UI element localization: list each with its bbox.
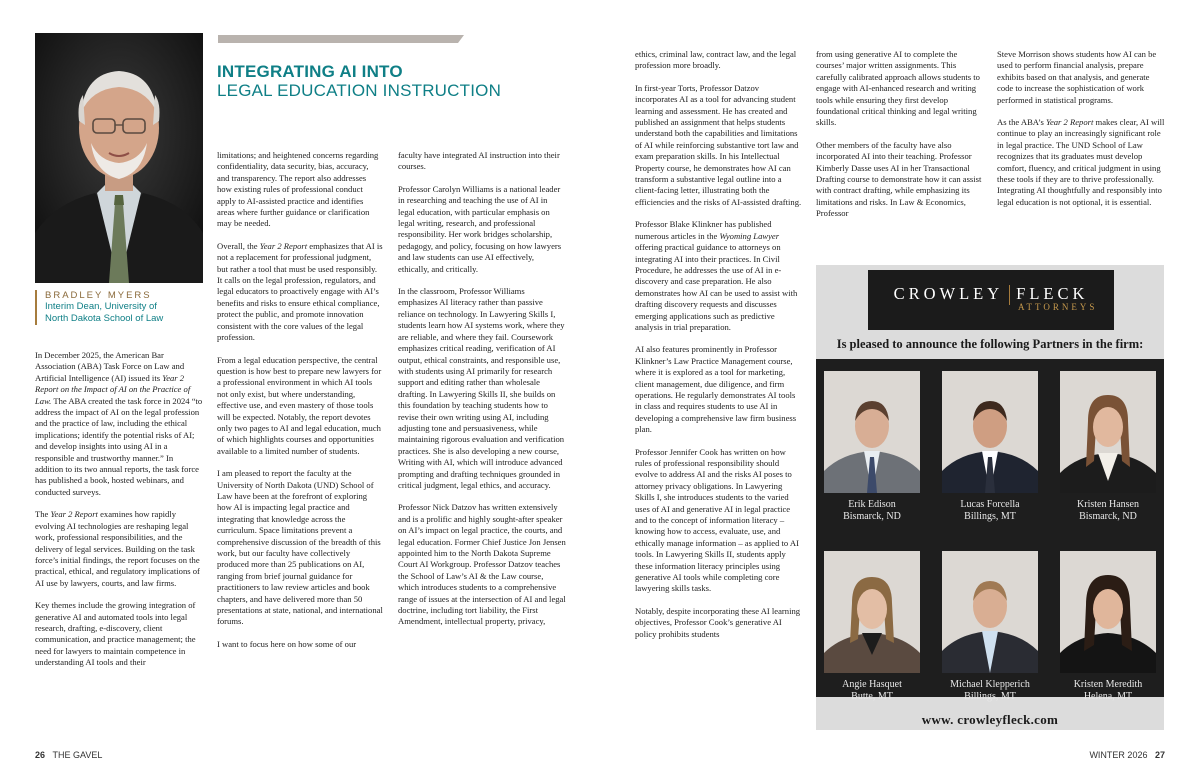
firm-subtitle: ATTORNEYS (1018, 302, 1098, 313)
partner-card (824, 371, 920, 523)
partner-card (942, 371, 1038, 523)
partner-photo (942, 371, 1038, 493)
partner-city: Bismarck, ND (1079, 511, 1137, 522)
paragraph: Steve Morrison shows students how AI can be used to perform financial analysis, prepare exhibits based on that analysis, and generate code to increase the sophistication of work performed in statistical programs. (997, 49, 1157, 105)
article-column-4 (635, 49, 803, 651)
partner-city: Butte, MT (851, 691, 893, 702)
paragraph: The Year 2 Report examines how rapidly evolving AI technologies are reshaping legal work, professional responsibilities, and the delivery of legal services. Building on the task force’s initial findings, the report focuses on the practical, ethical, and regulatory implications of AI use by lawyers, courts, and law firms. (35, 509, 200, 588)
author-portrait-image (35, 33, 203, 283)
paragraph: from using generative AI to complete the courses’ major written assignments. This carefully calibrated approach allows students to engage with AI-enhanced research and writing tools while ensuring they first develop foundational critical thinking and legal writing skills. (816, 49, 980, 128)
article-column-2 (217, 150, 383, 661)
partner-photo-image (942, 371, 1038, 493)
firm-name-left: CROWLEY (893, 284, 1004, 303)
firm-name-right: FLECK (1016, 284, 1089, 303)
firm-logo (868, 270, 1114, 330)
partner-card (824, 551, 920, 703)
article-column-1 (35, 350, 203, 680)
partner-photo-image (824, 551, 920, 673)
paragraph: Professor Nick Datzov has written extensively and is a prolific and highly sought-after speaker on AI’s impact on legal practice, the courts, and legal education. Former Chief Justice Jon Jensen appointed him to the North Dakota Supreme Court AI Workgroup. Professor Datzov teaches the School of Law’s AI & the Law course, which introduces students to a comprehensive range of issues at the intersection of AI and legal doctrine, including tort liability, the First Amendment, intellectual property, privacy, (398, 502, 566, 627)
publication-name: THE GAVEL (52, 750, 103, 760)
partner-name: Erik Edison (848, 499, 896, 510)
partner-photo-image (942, 551, 1038, 673)
partner-name: Kristen Hansen (1077, 499, 1139, 510)
paragraph: I am pleased to report the faculty at the University of North Dakota (UND) School of Law have been at the forefront of exploring how AI is impacting legal practice and integrating that knowledge across the curriculum. Space limitations prevent a comprehensive discussion of the breadth of this work, but our faculty have collectively produced more than 25 publications on AI, ranging from brief journal guidance for practitioners to law review articles and book chapters, and have delivered more than 50 presentations at state, national, and international forums. (217, 468, 383, 627)
partner-name: Angie Hasquet (842, 679, 902, 690)
article-title-line1: INTEGRATING AI INTO (217, 62, 403, 81)
partner-city: Billings, MT (964, 511, 1016, 522)
paragraph: I want to focus here on how some of our (217, 638, 357, 649)
page-number-left: 26 (35, 750, 46, 760)
partner-photo (1060, 551, 1156, 673)
paragraph: As the ABA’s Year 2 Report makes clear, AI will continue to play an increasingly significant role in legal practice. The UND School of Law recognizes that its graduates must develop comfort, fluency, and critical judgment in using these tools if they are to thrive professionally. Integrating AI thoughtfully and responsibly into legal education is not optional, it is essential. (997, 117, 1165, 207)
article-title-line2: LEGAL EDUCATION INSTRUCTION (217, 81, 502, 100)
paragraph: Professor Jennifer Cook has written on how rules of professional responsibility should evolve to address AI and the risks AI poses to attorney privacy obligations. In Lawyering Skills I, she introduces students to the varied uses of AI and generative AI in legal practice and to the concept of information literacy – knowing how to access, evaluate, use, and ethically manage information – as applied to AI tools. In Lawyering Skills II, students apply these information literacy principles using generative AI tools while completing core lawyering skills tasks. (635, 446, 799, 594)
paragraph: Key themes include the growing integration of generative AI and automated tools into legal research, drafting, e-discovery, client communication, and practice management; the need for lawyers to maintain competence in understanding AI tools and their (35, 600, 196, 668)
paragraph: Professor Carolyn Williams is a national leader in researching and teaching the use of AI in legal education, with particular emphasis on legal writing, research, and professional responsibility. Her work bridges scholarship, pedagogy, and policy, focusing on how lawyers and law students can use AI effectively, ethically, and critically. (398, 183, 562, 274)
partner-card (1060, 551, 1156, 703)
partner-photo-image (1060, 371, 1156, 493)
partner-photo (1060, 371, 1156, 493)
partner-name: Kristen Meredith (1073, 679, 1143, 690)
partner-city: Bismarck, ND (843, 511, 901, 522)
author-role-line2: North Dakota School of Law (45, 313, 164, 324)
partner-name: Michael Klepperich (950, 679, 1030, 690)
partner-city: Helena, MT (1083, 691, 1133, 702)
paragraph: ethics, criminal law, contract law, and the legal profession more broadly. (635, 49, 797, 71)
logo-divider (1009, 285, 1010, 305)
paragraph: limitations; and heightened concerns regarding confidentiality, data security, bias, accuracy, and transparency. The report also addresses how existing rules of professional conduct apply to AI-assisted practice and identifies areas where further guidance or clarification may be needed. (217, 150, 379, 229)
partners-panel (816, 359, 1164, 702)
author-byline (35, 290, 205, 325)
paragraph: Overall, the Year 2 Report emphasizes that AI is not a replacement for professional judgment, but rather a tool that must be used responsibly. It calls on the legal profession, regulators, and legal educators to proactively engage with AI’s benefits and risks to ensure ethical compliance, protect the public, and promote innovation consistent with the core values of the legal profession. (217, 240, 383, 343)
partner-city: Billings, MT (964, 691, 1016, 702)
paragraph: From a legal education perspective, the central question is how best to prepare new lawyers for a professional environment in which AI tools not only exist, but where understanding, effective use, and even mastery of those tools will be expected. Notably, the report devotes only two pages to AI and legal education, much of which highlights courses and opportunities available to a limited number of students. (217, 354, 382, 456)
headline-banner-bar (218, 35, 458, 43)
partner-name: Lucas Forcella (960, 499, 1020, 510)
paragraph: In the classroom, Professor Williams emphasizes AI literacy rather than passive reliance on technology. In Lawyering Skills I, students learn how AI systems work, where they are reliable, and where they fail. Coursework emphasizes critical reading, verification of AI output, ethical constraints, and responsible use, with students using AI primarily for research support and editing rather than wholesale drafting. In Lawyering Skills II, she builds on this foundation by teaching students how to revise their own writing using AI, including adjusting tone and persuasiveness, while maintaining rigorous evaluation and verification practices. She is also developing a new course, Writing with AI, which will introduce advanced prompting and drafting techniques grounded in critical judgment, legal ethics, and accuracy. (398, 286, 565, 490)
page-number-right: 27 (1154, 750, 1165, 760)
article-column-6 (997, 49, 1165, 219)
author-name: BRADLEY MYERS (45, 290, 152, 301)
article-column-3 (398, 150, 566, 639)
partner-photo-image (1060, 551, 1156, 673)
paragraph: Other members of the faculty have also incorporated AI into their teaching. Professor Kimberly Dasse uses AI in her Transactional Drafting course to demonstrate how it can assist with contract drafting, while emphasizing its limitations and risks. In Law & Economics, Professor (816, 139, 982, 219)
issue-label: WINTER 2026 (1089, 750, 1148, 760)
paragraph: Professor Blake Klinkner has published numerous articles in the Wyoming Lawyer offering practical guidance to attorneys on integrating AI into their practices. In Civil Procedure, he addresses the use of AI in e-discovery and case preparation. He also demonstrates how AI can be used to assist with drafting discovery requests and discusses emerging applications such as predictive analysis in trial preparation. (635, 219, 798, 332)
partner-card (942, 551, 1038, 703)
partner-photo-image (824, 371, 920, 493)
author-role-line1: Interim Dean, University of (45, 301, 157, 312)
paragraph: In first-year Torts, Professor Datzov incorporates AI as a tool for advancing student learning and assessment. He has created and published an assignment that helps students understand both the capabilities and limitations of AI while reinforcing substantive tort law and exam preparation skills. In his Intellectual Property course, he demonstrates how AI can transform a substantive legal outline into a client-facing letter, illustrating both the efficiencies and the risks of AI-assisted drafting. (635, 82, 802, 207)
partner-card (1060, 371, 1156, 523)
footer-left (35, 750, 102, 760)
partner-photo (824, 371, 920, 493)
paragraph: AI also features prominently in Professor Klinkner’s Law Practice Management course, where it is explored as a tool for marketing, client management, due diligence, and firm operations. He regularly demonstrates AI tools in class and requires students to use AI in developing a comprehensive law firm business plan. (635, 344, 797, 435)
partner-photo (942, 551, 1038, 673)
paragraph: faculty have integrated AI instruction into their courses. (398, 150, 560, 172)
firm-website: www. crowleyfleck.com (921, 712, 1059, 727)
crowley-fleck-advertisement (816, 265, 1164, 730)
paragraph: Notably, despite incorporating these AI learning objectives, Professor Cook’s generative AI policy prohibits students (635, 605, 801, 639)
partner-photo (824, 551, 920, 673)
paragraph: In December 2025, the American Bar Association (ABA) Task Force on Law and Artificial Intelligence (AI) issued its Year 2 Report on the Impact of AI on the Practice of Law. The ABA created the task force in 2024 “to address the impact of AI on the legal profession and the practice of law, including the ethical implications; identify the potential risks of AI; and develop insights into using AI in a responsible and trustworthy manner.” In addition to its two annual reports, the task force has published a book, hosted webinars, and conducted surveys. (35, 350, 203, 497)
author-portrait (35, 33, 203, 283)
ad-announcement: Is pleased to announce the following Partners in the firm: (836, 337, 1144, 351)
footer-right (1089, 750, 1165, 760)
article-column-5 (816, 49, 984, 231)
